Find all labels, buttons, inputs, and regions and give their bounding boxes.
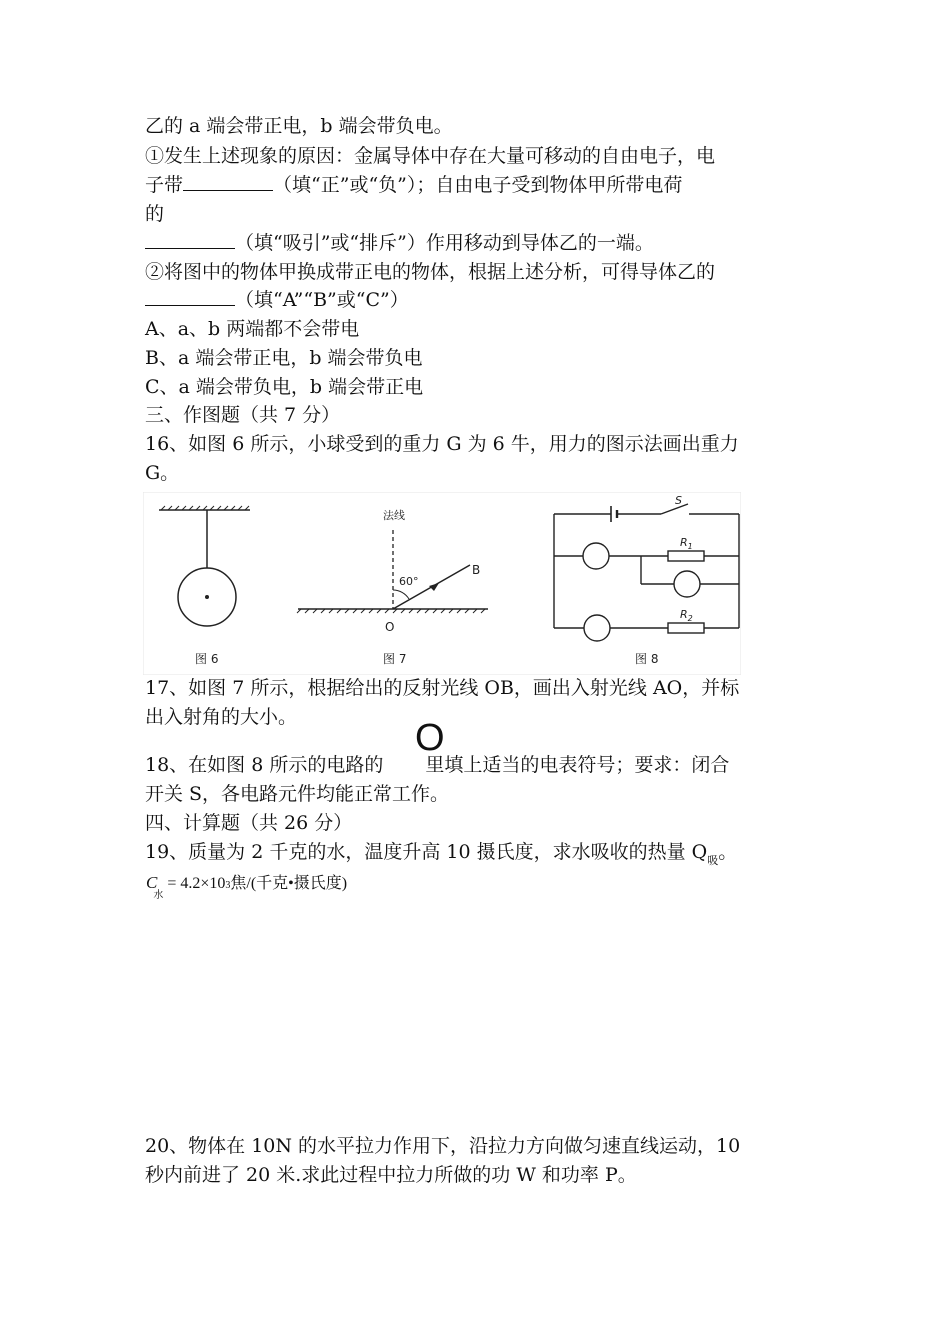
question-19 [145,839,737,868]
fig8-switch-label: S [675,494,682,507]
option-a: A、a、b 两端都不会带电 [145,318,360,340]
fig8-r2-letter: R [680,608,688,621]
fig8-r1-letter: R [680,536,688,549]
question-18-line-1 [145,752,729,778]
question-18-line-2: 开关 S，各电路元件均能正常工作。 [145,783,450,805]
fig7-point-b: B [472,563,481,577]
q18-post: 里填上适当的电表符号；要求：闭合 [425,754,730,776]
c-symbol: C [146,873,158,892]
blank-choice[interactable] [145,287,235,306]
line-3 [145,172,682,198]
c-exponent: 3 [225,880,231,891]
line-2: ①发生上述现象的原因：金属导体中存在大量可移动的自由电子，电 [145,145,716,167]
question-20-line-1: 20、物体在 10N 的水平拉力作用下，沿拉力方向做匀速直线运动，10 [145,1135,741,1157]
line-6: ②将图中的物体甲换成带正电的物体，根据上述分析，可得导体乙的 [145,261,716,283]
fig7-normal-label: 法线 [383,509,405,522]
question-16-line-2: G。 [145,462,180,484]
question-17-line-2: 出入射角的大小。 [145,706,298,728]
fig8-r2-sub: 2 [687,614,693,623]
line-3-pre: 子带 [145,174,184,196]
q19-text: 19、质量为 2 千克的水，温度升高 10 摄氏度，求水吸收的热量 Q [145,841,708,863]
blank-charge-sign[interactable] [183,172,273,191]
line-5-text: （填“吸引”或“排斥”）作用移动到导体乙的一端。 [235,232,654,254]
line-4: 的 [145,203,165,225]
fig7-caption: 图 7 [383,652,407,666]
question-17-line-1: 17、如图 7 所示，根据给出的反射光线 OB，画出入射光线 AO，并标 [145,677,740,699]
section-3-heading: 三、作图题（共 7 分） [145,404,341,426]
option-c: C、a 端会带负电，b 端会带正电 [145,376,424,398]
line-1: 乙的 a 端会带正电，b 端会带负电。 [145,115,453,137]
fig6-caption: 图 6 [195,652,219,666]
fig7-point-o: O [385,620,395,634]
q18-pre: 18、在如图 8 所示的电路的 [145,754,384,776]
question-20-line-2: 秒内前进了 20 米.求此过程中拉力所做的功 W 和功率 P。 [145,1164,637,1186]
specific-heat-formula [146,872,348,901]
fig7-angle-label: 60° [399,575,419,588]
figures-panel [143,492,741,675]
section-4-heading: 四、计算题（共 26 分） [145,812,353,834]
blank-force-type[interactable] [145,230,235,249]
c-unit: 焦/(千克•摄氏度) [230,875,348,892]
fig8-caption: 图 8 [635,652,659,666]
line-7-text: （填“A”“B”或“C”） [235,289,409,311]
line-3-post: （填“正”或“负”）；自由电子受到物体甲所带电荷 [273,174,683,196]
question-16-line-1: 16、如图 6 所示，小球受到的重力 G 为 6 牛，用力的图示法画出重力 [145,433,739,455]
option-b: B、a 端会带正电，b 端会带负电 [145,347,423,369]
line-7 [145,287,409,313]
q19-end: 。 [718,841,738,863]
q19-subscript: 吸 [707,854,719,867]
meter-circle-symbol: O [415,717,445,759]
line-5 [145,230,654,256]
c-subscript: 水 [153,890,164,901]
c-value: = 4.2×10 [167,875,226,892]
fig8-r1-sub: 1 [687,542,693,551]
